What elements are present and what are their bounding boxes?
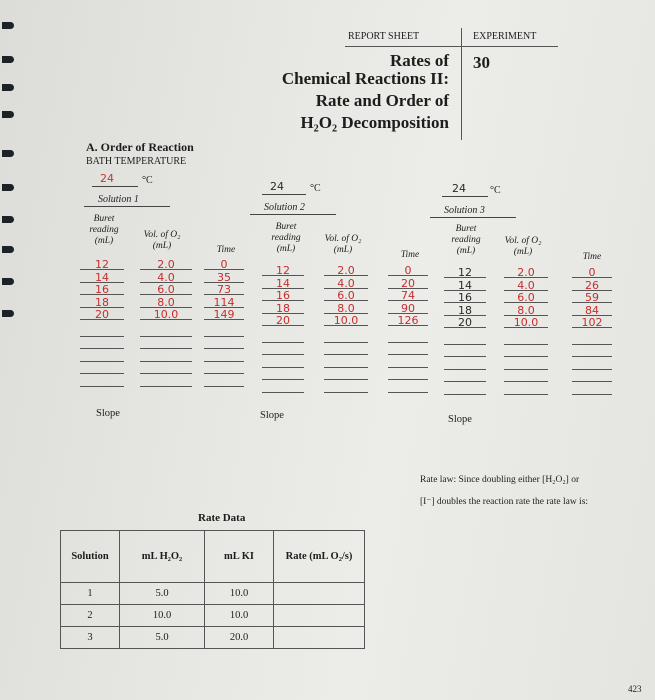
s3-buret-value: 20 [458, 316, 472, 329]
title-line-4: H₂O₂ Decomposition [300, 113, 449, 132]
s2-buret-value: 16 [276, 289, 290, 302]
grid-line [324, 342, 368, 343]
grid-line [80, 336, 124, 337]
grid-line [140, 348, 192, 349]
title-line-2: Chemical Reactions II: [281, 69, 449, 88]
cell-solution: 1 [61, 583, 120, 605]
experiment-label: EXPERIMENT [473, 31, 537, 42]
s2-buret-value: 14 [276, 276, 290, 290]
grid-line [504, 394, 548, 395]
solution-2-label: Solution 2 [264, 202, 305, 213]
rate-law-line-1: Rate law: Since doubling either [H₂O₂] or [420, 475, 580, 485]
grid-line [504, 369, 548, 370]
s3-vol-value: 4.0 [517, 278, 535, 292]
report-sheet-label: REPORT SHEET [348, 31, 420, 42]
grid-line [140, 386, 192, 387]
header-rate: Rate (mL O₂/s) [274, 531, 365, 583]
s1-vol-value: 8.0 [157, 295, 175, 309]
grid-line [504, 344, 548, 345]
grid-line [324, 367, 368, 368]
cell-rate [274, 627, 365, 649]
s3-time-value: 84 [585, 303, 599, 317]
table-row [61, 605, 365, 627]
s3-col-vol: Vol. of O₂ (mL) [504, 236, 542, 257]
cell-rate [274, 583, 365, 605]
header-ml-ki: mL KI [205, 531, 274, 583]
grid-line [388, 392, 428, 393]
grid-line [572, 369, 612, 370]
s2-vol-value: 4.0 [337, 276, 355, 290]
temperature-2: 24 [270, 180, 284, 193]
grid-line [572, 344, 612, 345]
header-ml-h2o2: mL H₂O₂ [120, 531, 205, 583]
grid-line [204, 386, 244, 387]
s2-col-vol: Vol. of O₂ (mL) [324, 234, 362, 255]
grid-line [388, 367, 428, 368]
grid-line [204, 348, 244, 349]
s1-buret-value: 16 [95, 283, 109, 296]
s1-time-value: 73 [217, 283, 231, 296]
s2-time-value: 20 [401, 276, 415, 290]
s1-time-value: 114 [213, 295, 235, 309]
table-row [61, 531, 365, 583]
s2-time-value: 126 [397, 314, 419, 327]
s3-buret-value: 18 [458, 303, 472, 317]
s1-vol-value: 2.0 [157, 258, 175, 271]
s1-buret-value: 14 [95, 270, 109, 284]
grid-line [204, 373, 244, 374]
s3-time-value: 26 [585, 278, 599, 292]
s1-col-vol: Vol. of O₂ (mL) [143, 230, 181, 251]
s3-col-time: Time [582, 252, 602, 262]
cell-h2o2: 5.0 [120, 627, 205, 649]
grid-line [204, 336, 244, 337]
slope-label-1: Slope [96, 408, 120, 419]
grid-line [572, 394, 612, 395]
s3-vol-value: 2.0 [517, 266, 535, 279]
grid-line [504, 381, 548, 382]
degree-unit-1: °C [142, 175, 153, 186]
grid-line [444, 394, 486, 395]
s3-buret-value: 14 [458, 278, 472, 292]
grid-line [204, 361, 244, 362]
s2-col-time: Time [400, 250, 420, 260]
header-rule [345, 46, 558, 47]
s3-buret-value: 16 [458, 291, 472, 304]
rate-data-table [60, 530, 365, 649]
grid-line [324, 392, 368, 393]
section-heading: A. Order of Reaction [86, 140, 194, 154]
grid-line [262, 392, 304, 393]
table-row [61, 583, 365, 605]
header-solution: Solution [61, 531, 120, 583]
title-line-3: Rate and Order of [315, 91, 449, 110]
s1-col-time: Time [216, 245, 236, 255]
grid-line [262, 379, 304, 380]
grid-line [80, 361, 124, 362]
grid-line [262, 354, 304, 355]
spiral-binding [0, 0, 16, 700]
grid-line [324, 379, 368, 380]
s3-vol-value: 6.0 [517, 291, 535, 304]
rate-data-title: Rate Data [198, 512, 246, 524]
s2-col-buret: Buret reading (mL) [271, 222, 301, 254]
s1-time-value: 35 [217, 270, 231, 284]
cell-rate [274, 605, 365, 627]
grid-line [388, 354, 428, 355]
grid-line [444, 344, 486, 345]
temperature-1: 24 [100, 172, 114, 185]
cell-h2o2: 5.0 [120, 583, 205, 605]
table-row [61, 627, 365, 649]
grid-line [262, 342, 304, 343]
s1-vol-value: 6.0 [157, 283, 175, 296]
s1-buret-value: 18 [95, 295, 109, 309]
s2-buret-value: 12 [276, 264, 290, 277]
page-number: 423 [628, 684, 642, 694]
cell-h2o2: 10.0 [120, 605, 205, 627]
s1-buret-value: 20 [95, 308, 109, 321]
s2-vol-value: 2.0 [337, 264, 355, 277]
s3-buret-value: 12 [458, 266, 472, 279]
grid-line [444, 369, 486, 370]
grid-line [572, 381, 612, 382]
s2-vol-value: 10.0 [333, 314, 359, 327]
s3-vol-value: 10.0 [513, 316, 539, 329]
cell-ki: 10.0 [205, 605, 274, 627]
s2-buret-value: 20 [276, 314, 290, 327]
bath-temperature-label: BATH TEMPERATURE [86, 156, 187, 167]
s1-vol-value: 10.0 [153, 308, 179, 321]
s2-time-value: 74 [401, 289, 415, 302]
grid-line [140, 361, 192, 362]
s2-vol-value: 6.0 [337, 289, 355, 302]
s2-time-value: 0 [404, 264, 412, 277]
grid-line [572, 356, 612, 357]
s1-buret-value: 12 [95, 258, 109, 271]
degree-unit-2: °C [310, 183, 321, 194]
cell-solution: 2 [61, 605, 120, 627]
header-divider [461, 28, 462, 140]
grid-line [80, 386, 124, 387]
title-line-1: Rates of [389, 51, 449, 70]
s3-time-value: 102 [581, 316, 603, 329]
cell-ki: 20.0 [205, 627, 274, 649]
grid-line [262, 367, 304, 368]
grid-line [388, 379, 428, 380]
grid-line [140, 336, 192, 337]
grid-line [80, 373, 124, 374]
temperature-3: 24 [452, 182, 466, 195]
experiment-number: 30 [473, 53, 490, 72]
s2-time-value: 90 [401, 301, 415, 315]
grid-line [504, 356, 548, 357]
s1-time-value: 0 [220, 258, 228, 271]
solution-1-label: Solution 1 [98, 194, 139, 205]
grid-line [388, 342, 428, 343]
grid-line [444, 356, 486, 357]
solution-3-label: Solution 3 [444, 205, 485, 216]
s3-col-buret: Buret reading (mL) [451, 224, 481, 256]
degree-unit-3: °C [490, 185, 501, 196]
grid-line [140, 373, 192, 374]
s1-vol-value: 4.0 [157, 270, 175, 284]
grid-line [444, 381, 486, 382]
s2-vol-value: 8.0 [337, 301, 355, 315]
slope-label-2: Slope [260, 410, 284, 421]
grid-line [324, 354, 368, 355]
s2-buret-value: 18 [276, 301, 290, 315]
s1-time-value: 149 [213, 308, 235, 321]
slope-label-3: Slope [448, 414, 472, 425]
cell-ki: 10.0 [205, 583, 274, 605]
rate-law-line-2: [I⁻] doubles the reaction rate the rate law is: [420, 497, 589, 507]
s3-time-value: 59 [585, 291, 599, 304]
s3-vol-value: 8.0 [517, 303, 535, 317]
s1-col-buret: Buret reading (mL) [89, 214, 119, 246]
cell-solution: 3 [61, 627, 120, 649]
grid-line [80, 348, 124, 349]
s3-time-value: 0 [588, 266, 596, 279]
